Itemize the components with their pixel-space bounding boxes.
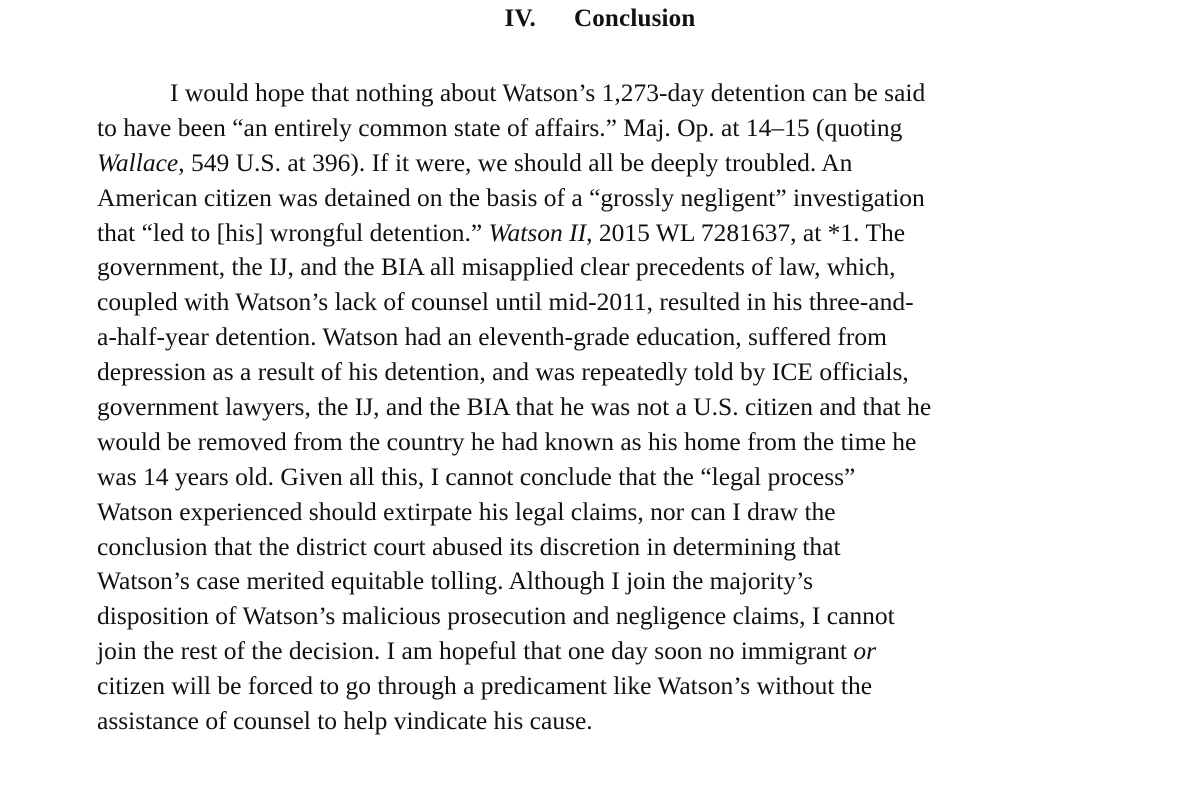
section-number: IV. <box>504 5 536 32</box>
paragraph-line <box>97 111 1107 146</box>
case-citation-wallace: Wallace <box>97 147 179 177</box>
text-run: , 2015 WL 7281637, at *1. The <box>586 217 906 247</box>
text-run: citizen will be forced to go through a predicament like Watson’s without the <box>97 671 873 701</box>
emphasis-or: or <box>853 636 877 666</box>
text-run: depression as a result of his detention, and was repeatedly told by ICE officials, <box>97 357 909 387</box>
paragraph-line <box>97 495 1107 530</box>
text-run: government lawyers, the IJ, and the BIA that he was not a U.S. citizen and that he <box>97 392 932 422</box>
paragraph-line <box>97 216 1107 251</box>
text-run: assistance of counsel to help vindicate his cause. <box>97 706 593 736</box>
case-citation-watson-ii: Watson II <box>488 217 587 247</box>
text-run: to have been “an entirely common state of affairs.” Maj. Op. at 14–15 (quoting <box>97 112 903 142</box>
paragraph-line <box>97 530 1107 565</box>
paragraph-line <box>97 564 1107 599</box>
text-run: government, the IJ, and the BIA all misapplied clear precedents of law, which, <box>97 252 896 282</box>
text-run: a-half-year detention. Watson had an eleventh-grade education, suffered from <box>97 322 888 352</box>
section-heading <box>0 4 1200 34</box>
paragraph-line <box>97 320 1107 355</box>
text-run: Watson experienced should extirpate his legal claims, nor can I draw the <box>97 496 836 526</box>
conclusion-paragraph <box>97 76 1107 739</box>
text-run: join the rest of the decision. I am hopeful that one day soon no immigrant <box>97 636 854 666</box>
paragraph-line <box>97 250 1107 285</box>
paragraph-line <box>97 355 1107 390</box>
paragraph-line <box>97 460 1107 495</box>
text-run: American citizen was detained on the basis of a “grossly negligent” investigation <box>97 182 925 212</box>
paragraph-line <box>97 669 1107 704</box>
paragraph-line <box>97 146 1107 181</box>
paragraph-line <box>97 76 1107 111</box>
paragraph-line <box>97 390 1107 425</box>
text-run: I would hope that nothing about Watson’s 1,273-day detention can be said <box>170 78 926 107</box>
paragraph-line <box>97 425 1107 460</box>
text-run: disposition of Watson’s malicious prosecution and negligence claims, I cannot <box>97 601 895 631</box>
paragraph-line <box>97 704 1107 739</box>
paragraph-line <box>97 285 1107 320</box>
text-run: was 14 years old. Given all this, I cannot conclude that the “legal process” <box>97 461 856 491</box>
paragraph-line <box>97 634 1107 669</box>
text-run: conclusion that the district court abused its discretion in determining that <box>97 531 841 561</box>
text-run: , 549 U.S. at 396). If it were, we should all be deeply troubled. An <box>178 147 853 177</box>
text-run: Watson’s case merited equitable tolling. Although I join the majority’s <box>97 566 814 596</box>
text-run: that “led to [his] wrongful detention.” <box>97 217 489 247</box>
paragraph-line <box>97 599 1107 634</box>
section-title: Conclusion <box>573 5 696 32</box>
paragraph-line <box>97 181 1107 216</box>
text-run: would be removed from the country he had known as his home from the time he <box>97 426 917 456</box>
text-run: coupled with Watson’s lack of counsel until mid-2011, resulted in his three-and- <box>97 287 914 317</box>
